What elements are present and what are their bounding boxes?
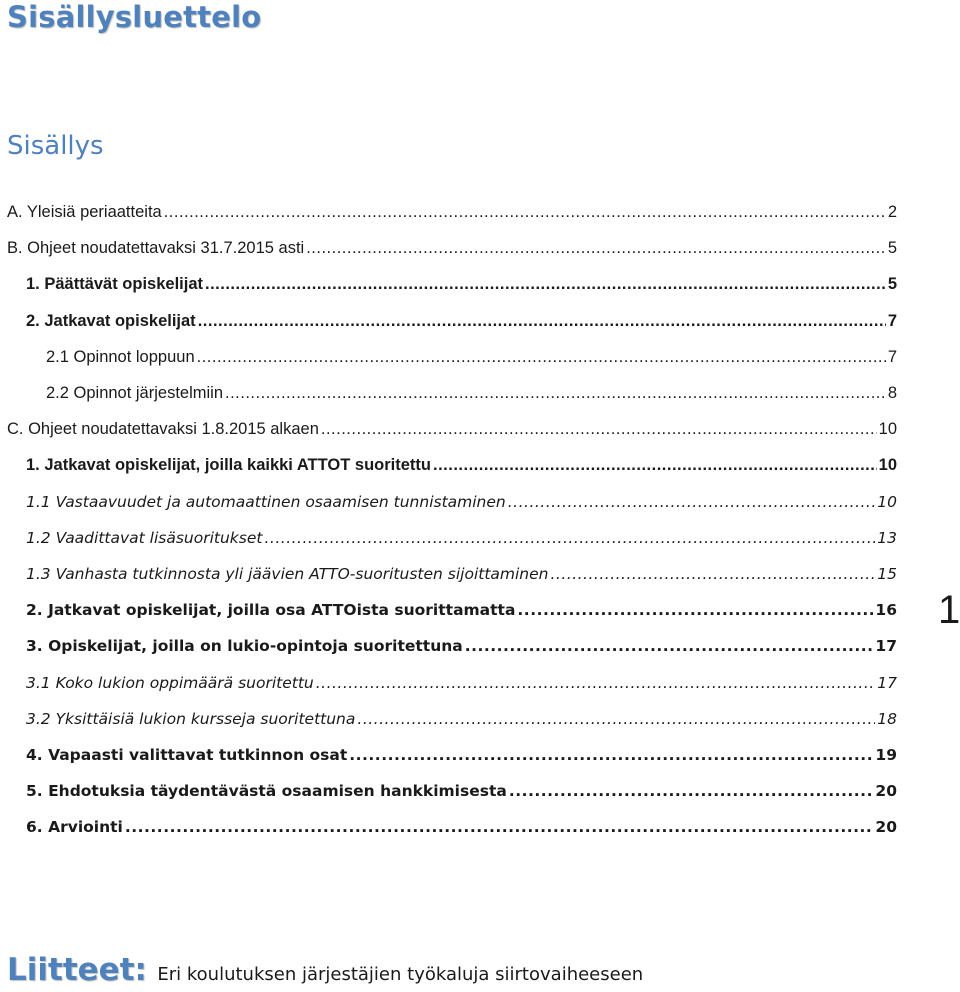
toc-entry-page-number: 13 xyxy=(877,528,897,547)
toc-leader-dots xyxy=(551,565,876,583)
toc-leader-dots xyxy=(164,203,886,222)
toc-entry-title: 1. Jatkavat opiskelijat, joilla kaikki ATTOT suoritettu xyxy=(26,456,431,475)
toc-entry-title: 3. Opiskelijat, joilla on lukio-opintoja suoritettuna xyxy=(26,637,463,656)
toc-entry-page-number: 15 xyxy=(877,565,897,583)
toc-entry-title: 3.2 Yksittäisiä lukion kursseja suoritettuna xyxy=(26,709,356,728)
toc-leader-dots xyxy=(433,456,877,475)
toc-entry[interactable] xyxy=(7,420,897,446)
toc-entry-title: A. Yleisiä periaatteita xyxy=(7,203,162,221)
toc-entry-page-number: 8 xyxy=(887,384,897,402)
toc-entry[interactable] xyxy=(26,493,897,519)
toc-entry[interactable] xyxy=(26,529,897,555)
toc-entry[interactable] xyxy=(26,674,897,700)
toc-entry[interactable] xyxy=(46,384,897,410)
toc-entry[interactable] xyxy=(26,312,897,338)
toc-leader-dots xyxy=(306,239,886,258)
toc-entry-title: 1.1 Vastaavuudet ja automaattinen osaamisen tunnistaminen xyxy=(26,492,506,511)
toc-entry[interactable] xyxy=(7,239,897,265)
toc-leader-dots xyxy=(349,746,873,764)
toc-entry-title: 5. Ehdotuksia täydentävästä osaamisen hankkimisesta xyxy=(26,782,507,801)
toc-entry[interactable] xyxy=(7,203,897,229)
toc-entry-page-number: 19 xyxy=(875,746,897,764)
toc-entry-title: 2.1 Opinnot loppuun xyxy=(46,347,195,366)
toc-entry-page-number: 16 xyxy=(875,601,897,620)
toc-entry[interactable] xyxy=(26,601,897,627)
toc-leader-dots xyxy=(357,710,875,728)
toc-entry-title: 2. Jatkavat opiskelijat xyxy=(26,311,196,330)
toc-leader-dots xyxy=(264,529,875,547)
toc-entry-page-number: 10 xyxy=(878,456,897,475)
toc-leader-dots xyxy=(465,637,874,655)
toc-entry[interactable] xyxy=(26,637,897,663)
toc-entry-page-number: 10 xyxy=(877,492,897,511)
toc-leader-dots xyxy=(316,674,876,692)
appendix-line xyxy=(7,952,643,988)
toc-leader-dots xyxy=(321,420,877,439)
toc-entry-title: 3.1 Koko lukion oppimäärä suoritettu xyxy=(26,673,314,692)
toc-entry-title: 1.3 Vanhasta tutkinnosta yli jäävien ATTO-suoritusten sijoittaminen xyxy=(26,565,549,583)
toc-entry-title: 1.2 Vaadittavat lisäsuoritukset xyxy=(26,528,263,547)
toc-leader-dots xyxy=(225,384,886,403)
toc-entry-page-number: 17 xyxy=(877,673,897,692)
toc-heading: Sisällys xyxy=(7,131,104,161)
toc-entry-page-number: 20 xyxy=(875,782,897,801)
toc-entry-page-number: 5 xyxy=(887,275,897,294)
toc-entry-page-number: 20 xyxy=(875,818,897,837)
toc-entry-title: 4. Vapaasti valittavat tutkinnon osat xyxy=(26,746,348,764)
toc-entry-title: 1. Päättävät opiskelijat xyxy=(26,275,203,294)
toc-leader-dots xyxy=(205,275,886,294)
toc-entry[interactable] xyxy=(26,275,897,301)
toc-leader-dots xyxy=(508,493,876,511)
toc-entry-page-number: 18 xyxy=(877,709,897,728)
toc-entry[interactable] xyxy=(26,782,897,808)
toc-leader-dots xyxy=(517,601,873,619)
toc-entry-title: 2.2 Opinnot järjestelmiin xyxy=(46,384,224,402)
toc-entry-title: C. Ohjeet noudatettavaksi 1.8.2015 alkaen xyxy=(7,420,319,439)
toc-leader-dots xyxy=(197,348,886,367)
page-number: 1 xyxy=(938,588,960,632)
toc-entry-page-number: 10 xyxy=(878,420,897,439)
toc-entry[interactable] xyxy=(26,456,897,482)
toc-leader-dots xyxy=(198,312,886,331)
appendix-text: Eri koulutuksen järjestäjien työkaluja siirtovaiheeseen xyxy=(157,964,644,985)
toc-leader-dots xyxy=(509,782,874,800)
toc-entry-page-number: 7 xyxy=(887,347,897,366)
toc-entry[interactable] xyxy=(26,710,897,736)
toc-entry-title: 2. Jatkavat opiskelijat, joilla osa ATTOista suorittamatta xyxy=(26,601,516,620)
document-title: Sisällysluettelo xyxy=(7,0,262,34)
appendix-label: Liitteet: xyxy=(7,952,147,988)
toc-entry-page-number: 2 xyxy=(887,203,897,221)
toc-entry[interactable] xyxy=(26,818,897,844)
toc-entry-title: B. Ohjeet noudatettavaksi 31.7.2015 asti xyxy=(7,239,305,258)
toc-entry-page-number: 5 xyxy=(887,239,897,258)
toc-entry-page-number: 17 xyxy=(875,637,897,656)
toc-entry[interactable] xyxy=(26,565,897,591)
toc-leader-dots xyxy=(125,818,874,836)
toc-entry-title: 6. Arviointi xyxy=(26,818,123,837)
toc-entry-page-number: 7 xyxy=(887,311,897,330)
toc-entry[interactable] xyxy=(46,348,897,374)
toc-entry[interactable] xyxy=(26,746,897,772)
